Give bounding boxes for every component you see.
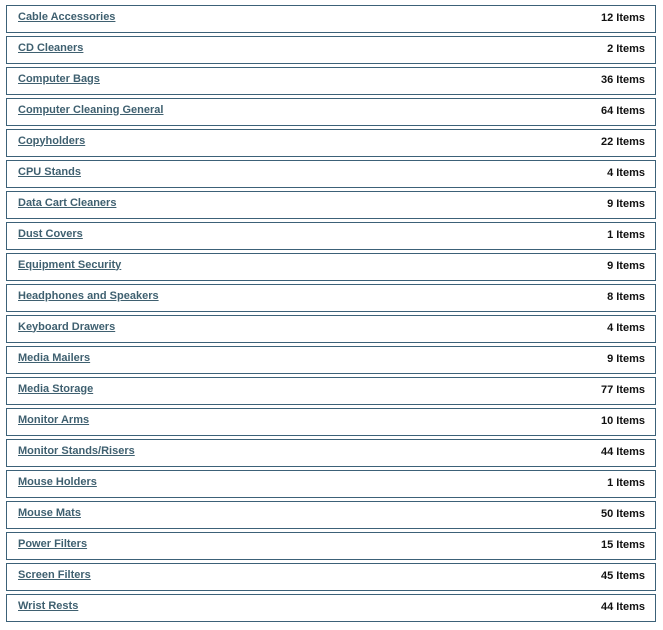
category-row xyxy=(6,377,656,405)
category-row xyxy=(6,5,656,33)
item-count: 9 Items xyxy=(607,259,645,272)
item-count: 50 Items xyxy=(600,507,645,520)
item-count: 4 Items xyxy=(607,166,645,179)
category-link[interactable]: Cable Accessories xyxy=(18,10,116,23)
category-link[interactable]: Monitor Arms xyxy=(18,413,90,426)
category-link[interactable]: Data Cart Cleaners xyxy=(18,196,117,209)
category-link[interactable]: Media Mailers xyxy=(18,351,91,364)
item-count: 12 Items xyxy=(600,11,645,24)
category-row xyxy=(6,253,656,281)
item-count: 45 Items xyxy=(600,569,645,582)
category-link[interactable]: Monitor Stands/Risers xyxy=(18,444,135,457)
category-link[interactable]: CPU Stands xyxy=(18,165,81,178)
category-row xyxy=(6,501,656,529)
category-row xyxy=(6,284,656,312)
category-link[interactable]: CD Cleaners xyxy=(18,41,84,54)
category-link[interactable]: Media Storage xyxy=(18,382,94,395)
item-count: 77 Items xyxy=(600,383,645,396)
category-row xyxy=(6,594,656,622)
category-link[interactable]: Dust Covers xyxy=(18,227,83,240)
item-count: 9 Items xyxy=(607,352,645,365)
category-link[interactable]: Wrist Rests xyxy=(18,599,79,612)
item-count: 22 Items xyxy=(600,135,645,148)
category-link[interactable]: Mouse Mats xyxy=(18,506,81,519)
item-count: 2 Items xyxy=(607,42,645,55)
category-link[interactable]: Headphones and Speakers xyxy=(18,289,159,302)
category-link[interactable]: Keyboard Drawers xyxy=(18,320,116,333)
category-link[interactable]: Computer Cleaning General xyxy=(18,103,164,116)
category-row xyxy=(6,563,656,591)
item-count: 44 Items xyxy=(600,445,645,458)
category-row xyxy=(6,315,656,343)
category-row xyxy=(6,470,656,498)
category-link[interactable]: Equipment Security xyxy=(18,258,122,271)
category-link[interactable]: Mouse Holders xyxy=(18,475,97,488)
item-count: 10 Items xyxy=(600,414,645,427)
category-row xyxy=(6,160,656,188)
item-count: 1 Items xyxy=(607,228,645,241)
category-row xyxy=(6,439,656,467)
item-count: 8 Items xyxy=(607,290,645,303)
item-count: 9 Items xyxy=(607,197,645,210)
item-count: 4 Items xyxy=(607,321,645,334)
category-row xyxy=(6,346,656,374)
category-row xyxy=(6,98,656,126)
category-row xyxy=(6,222,656,250)
item-count: 1 Items xyxy=(607,476,645,489)
category-link[interactable]: Computer Bags xyxy=(18,72,100,85)
category-row xyxy=(6,36,656,64)
category-row xyxy=(6,67,656,95)
category-row xyxy=(6,408,656,436)
item-count: 64 Items xyxy=(600,104,645,117)
category-link[interactable]: Screen Filters xyxy=(18,568,91,581)
category-row xyxy=(6,129,656,157)
item-count: 44 Items xyxy=(600,600,645,613)
item-count: 36 Items xyxy=(600,73,645,86)
category-link[interactable]: Power Filters xyxy=(18,537,88,550)
category-row xyxy=(6,191,656,219)
item-count: 15 Items xyxy=(600,538,645,551)
category-row xyxy=(6,532,656,560)
category-link[interactable]: Copyholders xyxy=(18,134,86,147)
